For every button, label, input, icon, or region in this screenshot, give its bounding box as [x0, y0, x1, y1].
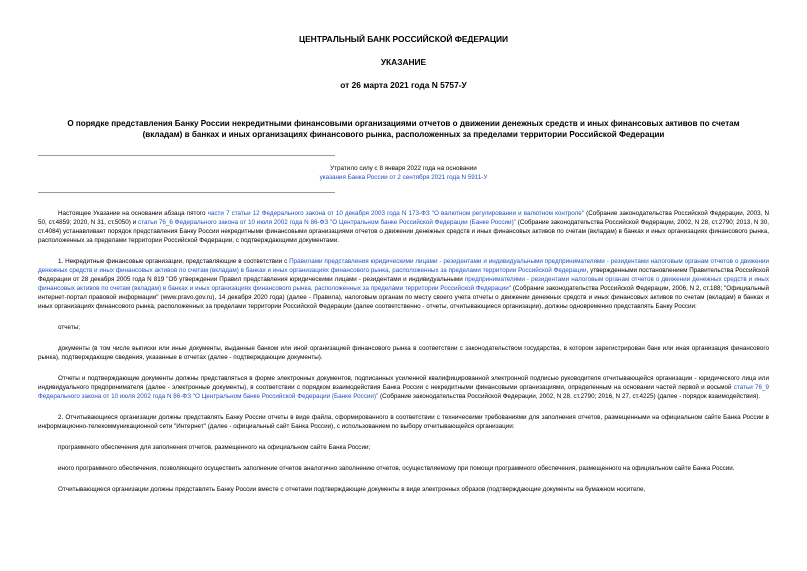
- divider-top: [38, 155, 335, 156]
- document-type: УКАЗАНИЕ: [380, 57, 427, 67]
- paragraph-software-other: иного программного обеспечения, позволяющего осуществить заполнение отчетов аналогично заполнению отчетов, осуществляемому при помощи программного обеспечения, размещенного на официальном сайте Банка России.: [58, 465, 735, 472]
- text-run: Настоящее Указание на основании абзаца пятого: [58, 210, 208, 217]
- paragraph-electronic-form: [38, 374, 769, 401]
- law-link[interactable]: статьи 76_6 Федерального закона от 10 июля 2002 года N 86-ФЗ "О Центральном банке Российской Федерации (Банке России)": [138, 219, 516, 226]
- document-date-number: от 26 марта 2021 года N 5757-У: [340, 80, 467, 90]
- paragraph-reports: отчеты;: [58, 324, 80, 331]
- law-link[interactable]: части 7 статьи 12 Федерального закона от 10 декабря 2003 года N 173-ФЗ "О валютном регулировании и валютном контроле": [207, 210, 585, 217]
- document-body: [38, 209, 769, 494]
- text-run: 1. Некредитные финансовые организации, представляющие в соответствии с: [58, 258, 290, 265]
- issuer-heading: ЦЕНТРАЛЬНЫЙ БАНК РОССИЙСКОЙ ФЕДЕРАЦИИ: [298, 34, 509, 44]
- text-run: (Собрание законодательства Российской Федерации, 2002, N 28, ст.2790; 2013, N 30, ст.4084) устанавливает порядок представления Банку России некредитными финансовыми организациями отчетов о движении денежных средств и иных финансовых активов по счетам (вкладам) в банках и иных организациях финансового рынка, расположенных за пределами территории Российской Федерации, с подтверждающими документами.: [38, 219, 769, 244]
- paragraph-preamble: [38, 209, 769, 245]
- text-run: (Собрание законодательства Российской Федерации, 2003, N 50, ст.4859; 2020, N 31, ст.5050) и: [38, 210, 770, 226]
- law-link[interactable]: статьи 76_9 Федерального закона от 10 июля 2002 года N 86-ФЗ "О Центральном банке Российской Федерации (Банке России)": [38, 384, 770, 400]
- repeal-notice-link[interactable]: указания Банка России от 2 сентября 2021 года N 5911-У: [319, 174, 488, 181]
- text-run: (Собрание законодательства Российской Федерации, 2002, N 28, ст.2790; 2016, N 27, ст.4225) (далее - порядок взаимодействия).: [378, 393, 761, 400]
- text-run: Отчеты и подтверждающие документы должны представляться в форме электронных документов, подписанных усиленной квалифицированной электронной подписью руководителя отчитывающейся организации - юридического лица или индивидуального предпринимателя (далее - электронные документы), в соответствии с порядком взаимодействия Банка России с некредитными финансовыми организациями, определенным на основании частей первой и восьмой: [38, 375, 769, 391]
- rules-link[interactable]: предпринимателями - резидентами налоговым органам отчетов о движении денежных средств и иных финансовых активов по счетам (вкладам) в банках и иных организациях финансового рынка, расположенных за пределами территории Российской Федерации": [38, 276, 769, 292]
- paragraph-item-1: [38, 257, 769, 311]
- text-run: (Собрание законодательства Российской Федерации, 2006, N 2, ст.188; "Официальный интернет-портал правовой информации" (www.pravo.gov.ru), 14 декабря 2020 года) (далее - Правила), налоговым органам по месту своего учета отчеты о движении денежных средств и иных финансовых активов по счетам (вкладам) в банках и иных организациях финансового рынка, расположенных за пределами территории Российской Федерации (далее соответственно - отчеты, отчитывающиеся организации), должны одновременно представлять Банку России:: [38, 285, 769, 310]
- divider-bottom: [38, 192, 335, 193]
- paragraph-item-2: 2. Отчитывающиеся организации должны представлять Банку России отчеты в виде файла, сформированного в соответствии с техническими требованиями для заполнения отчетов, размещенными на официальном сайте Банка России в информационно-телекоммуникационной сети "Интернет" (далее - официальный сайт Банка России), с использованием по выбору отчитывающейся организации:: [38, 414, 769, 430]
- document-title: О порядке представления Банку России некредитными финансовыми организациями отчетов о движении денежных средств и иных финансовых активов по счетам (вкладам) в банках и иных организациях финансового рынка, расположенных за пределами территории Российской Федерации: [67, 119, 740, 139]
- text-run: , утвержденными постановлением Правительства Российской Федерации от 28 декабря 2005 года N 819 "Об утверждении Правил представления юридическими лицами - резидентами и индивидуальными: [38, 267, 769, 283]
- paragraph-electronic-images: Отчитывающиеся организации должны представлять Банку России вместе с отчетами подтверждающие документы в виде электронных образов (подтверждающие документы на бумажном носителе,: [58, 486, 646, 493]
- repeal-notice-text: Утратило силу с 8 января 2022 года на основании: [330, 165, 477, 172]
- paragraph-documents: документы (в том числе выписки или иные документы, выданные банком или иной организацией финансового рынка в соответствии с законодательством государства, в котором зарегистрирован банк или иная организация финансового рынка), подтверждающие сведения, указанные в отчетах (далее - подтверждающие документы).: [38, 345, 769, 361]
- rules-link[interactable]: Правилами представления юридическими лицами - резидентами и индивидуальными предпринимателями - резидентами налоговым органам отчетов о движении денежных средств и иных финансовых активов по счетам (вкладам) в банках и иных организациях финансового рынка, расположенных за пределами территории Российской Федерации: [38, 258, 769, 274]
- repeal-notice: [38, 164, 769, 182]
- paragraph-software-official: программного обеспечения для заполнения отчетов, размещенного на официальном сайте Банка России;: [58, 444, 371, 451]
